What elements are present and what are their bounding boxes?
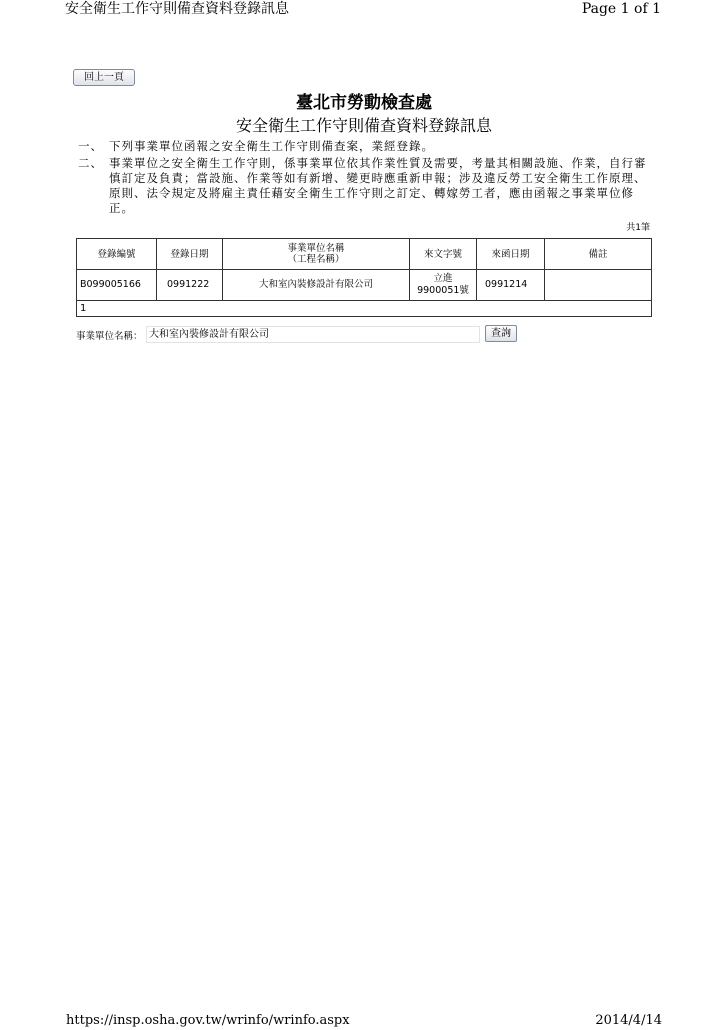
unit-name-search-input[interactable]: 大和室內裝修設計有限公司 bbox=[146, 326, 480, 343]
registration-table bbox=[76, 238, 652, 317]
search-label: 事業單位名稱： bbox=[76, 331, 143, 342]
col-doc-no: 來文字號 bbox=[410, 239, 477, 270]
print-page-number: Page 1 of 1 bbox=[581, 1, 661, 17]
col-reg-date: 登錄日期 bbox=[157, 239, 223, 270]
note-number: 二、 bbox=[78, 156, 103, 170]
page-title: 安全衛生工作守則備查資料登錄訊息 bbox=[235, 116, 492, 135]
cell-doc-no: 立進9900051號 bbox=[410, 270, 477, 301]
cell-reg-date: 0991222 bbox=[157, 270, 223, 301]
note-text: 下列事業單位函報之安全衛生工作守則備查案，業經登錄。 bbox=[109, 139, 434, 153]
table-row bbox=[77, 270, 652, 301]
col-doc-date: 來函日期 bbox=[477, 239, 545, 270]
cell-reg-no: B099005166 bbox=[77, 270, 157, 301]
pager-link[interactable]: 1 bbox=[77, 301, 652, 317]
col-unit-name bbox=[223, 239, 410, 270]
print-header-title: 安全衛生工作守則備查資料登錄訊息 bbox=[65, 1, 289, 17]
table-header-row bbox=[77, 239, 652, 270]
note-item bbox=[78, 156, 658, 216]
back-button[interactable]: 回上一頁 bbox=[73, 69, 135, 86]
col-remark: 備註 bbox=[545, 239, 652, 270]
cell-remark bbox=[545, 270, 652, 301]
col-unit-name-label: 事業單位名稱 bbox=[287, 243, 345, 254]
col-unit-name-sub: （工程名稱） bbox=[287, 254, 345, 265]
agency-title: 臺北市勞動檢查處 bbox=[296, 93, 432, 113]
note-number: 一、 bbox=[78, 139, 103, 153]
pager-row bbox=[77, 301, 652, 317]
print-footer-date: 2014/4/14 bbox=[595, 1013, 662, 1028]
cell-doc-date: 0991214 bbox=[477, 270, 545, 301]
note-item bbox=[78, 139, 658, 154]
print-footer-url: https://insp.osha.gov.tw/wrinfo/wrinfo.aspx bbox=[66, 1013, 350, 1028]
note-text: 事業單位之安全衛生工作守則，係事業單位依其作業性質及需要，考量其相關設施、作業，自行審慎訂定及負責；當設施、作業等如有新增、變更時應重新申報；涉及違反勞工安全衛生工作原理、原則、法令規定及將雇主責任藉安全衛生工作守則之訂定、轉嫁勞工者，應由函報之事業單位修正。 bbox=[109, 156, 647, 215]
col-reg-no: 登錄編號 bbox=[77, 239, 157, 270]
search-button[interactable]: 查詢 bbox=[485, 325, 517, 342]
cell-unit-name: 大和室內裝修設計有限公司 bbox=[223, 270, 410, 301]
record-count: 共1筆 bbox=[626, 223, 650, 233]
